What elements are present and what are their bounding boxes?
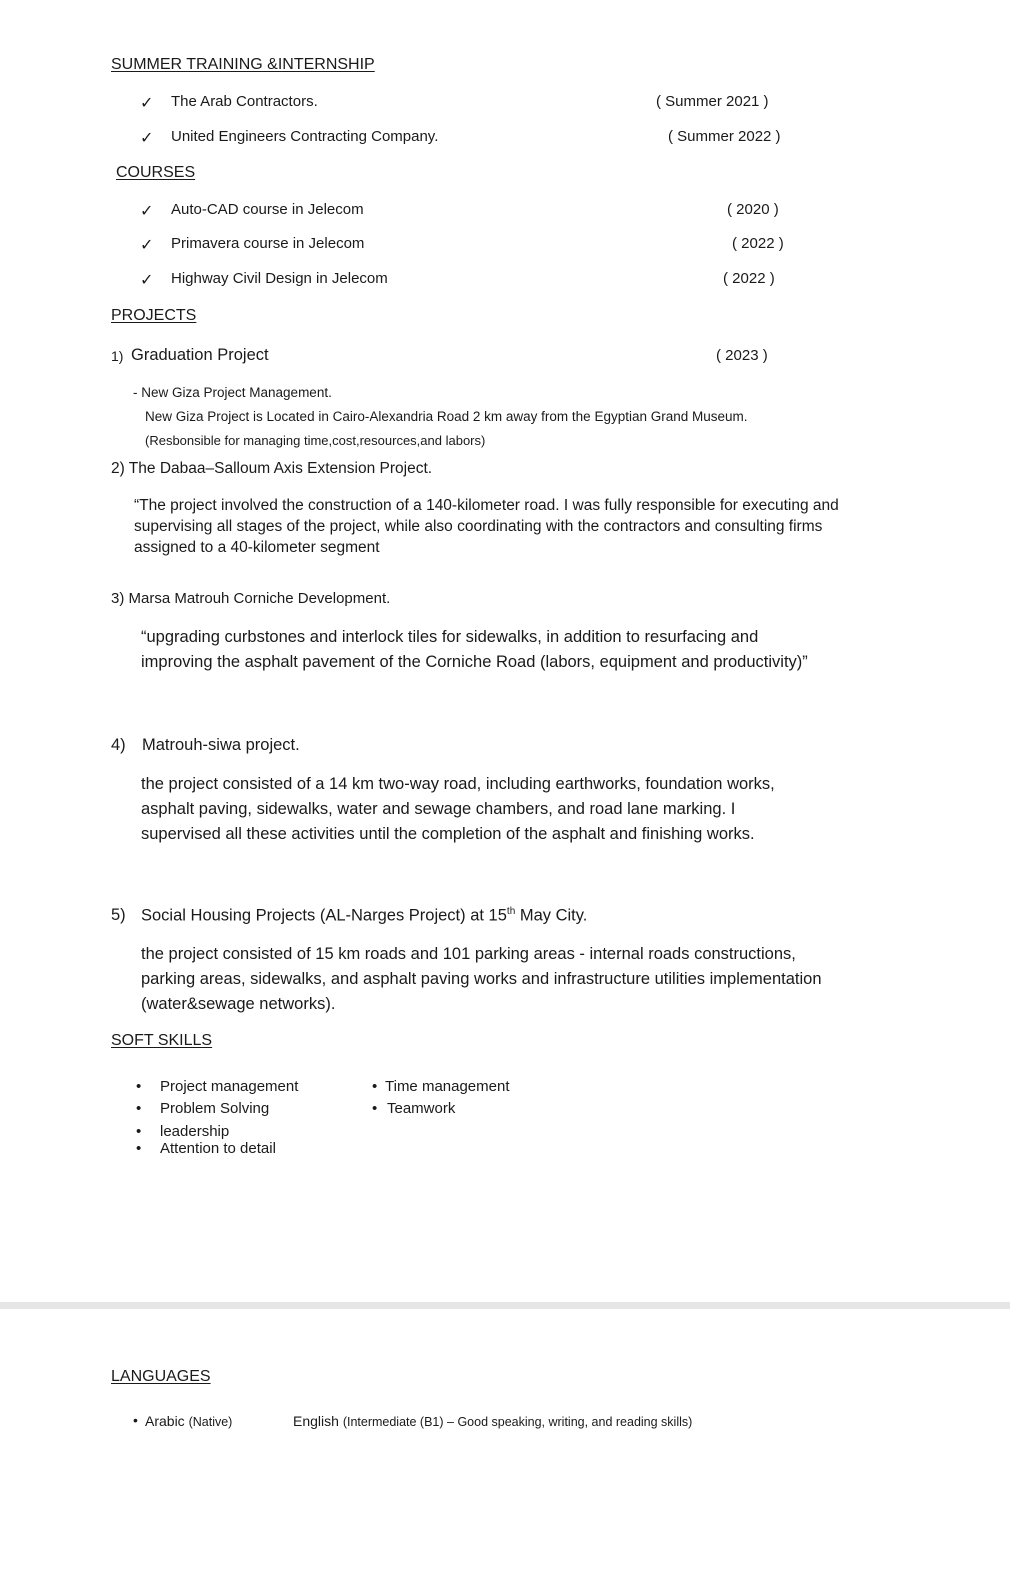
project-number: 4) — [111, 736, 126, 754]
language-level: (Native) — [188, 1415, 233, 1429]
languages-heading: LANGUAGES — [111, 1368, 211, 1385]
project-description: “upgrading curbstones and interlock tiles for sidewalks, in addition to resurfacing and improving the asphalt pavement of the Corniche Road (labors, equipment and productivity)” — [141, 628, 808, 671]
skill-item: leadership — [160, 1123, 230, 1140]
check-icon: ✓ — [140, 272, 154, 289]
skill-item: Project management — [160, 1078, 299, 1095]
course-item: Primavera course in Jelecom — [171, 235, 365, 252]
course-date: ( 2022 ) — [732, 235, 784, 252]
project-title: Matrouh-siwa project. — [142, 736, 300, 754]
check-icon: ✓ — [140, 237, 154, 254]
course-item: Auto-CAD course in Jelecom — [171, 201, 364, 218]
training-date: ( Summer 2021 ) — [656, 93, 769, 110]
skill-item: Time management — [385, 1078, 510, 1095]
project-number: 1) — [111, 348, 124, 364]
project-title: 2) The Dabaa–Salloum Axis Extension Project. — [111, 460, 433, 477]
bullet-icon: • — [372, 1078, 378, 1095]
courses-heading: COURSES — [116, 164, 196, 181]
skill-item: Attention to detail — [160, 1140, 276, 1157]
course-item: Highway Civil Design in Jelecom — [171, 270, 388, 287]
bullet-icon: • — [372, 1100, 378, 1117]
project-description: “The project involved the construction of a 140-kilometer road. I was fully responsible for executing and supervising all stages of the project, while also coordinating with the contractors and consulting firms assigned to a 40-kilometer segment — [134, 497, 839, 556]
project-title-text: May City. — [515, 906, 588, 925]
project-title-superscript: th — [506, 906, 516, 917]
project-date: ( 2023 ) — [716, 347, 768, 364]
language-arabic — [145, 1413, 232, 1429]
language-english — [293, 1413, 692, 1429]
page-break-divider — [0, 1302, 1010, 1309]
training-heading: SUMMER TRAINING &INTERNSHIP — [111, 56, 375, 73]
bullet-icon: • — [136, 1123, 142, 1140]
bullet-icon: • — [136, 1078, 142, 1095]
bullet-icon: • — [136, 1100, 142, 1117]
bullet-icon: • — [133, 1412, 138, 1428]
language-name: English — [293, 1413, 339, 1429]
language-name: Arabic — [145, 1413, 185, 1429]
training-item: United Engineers Contracting Company. — [171, 128, 439, 145]
course-date: ( 2020 ) — [727, 201, 779, 218]
skill-item: Problem Solving — [160, 1100, 270, 1117]
project-description: the project consisted of a 14 km two-way road, including earthworks, foundation works, asphalt paving, sidewalks, water and sewage chambers, and road lane marking. I supervised all these activities until the completion of the asphalt and finishing works. — [141, 775, 775, 843]
training-item: The Arab Contractors. — [171, 93, 318, 110]
project-responsibility: (Resbonsible for managing time,cost,resources,and labors) — [145, 433, 486, 448]
check-icon: ✓ — [140, 130, 154, 147]
projects-heading: PROJECTS — [111, 307, 197, 324]
project-description: the project consisted of 15 km roads and 101 parking areas - internal roads constructions, parking areas, sidewalks, and asphalt paving works and infrastructure utilities implementation (water&sewage networks). — [141, 945, 822, 1013]
check-icon: ✓ — [140, 95, 154, 112]
project-description: New Giza Project is Located in Cairo-Alexandria Road 2 km away from the Egyptian Grand Museum. — [145, 409, 748, 424]
course-date: ( 2022 ) — [723, 270, 775, 287]
training-date: ( Summer 2022 ) — [668, 128, 781, 145]
soft-skills-heading: SOFT SKILLS — [111, 1032, 213, 1049]
project-title — [141, 906, 587, 926]
check-icon: ✓ — [140, 203, 154, 220]
project-subtitle: - New Giza Project Management. — [133, 385, 332, 400]
project-title: 3) Marsa Matrouh Corniche Development. — [111, 590, 391, 607]
project-number: 5) — [111, 906, 126, 924]
bullet-icon: • — [136, 1140, 142, 1157]
project-title: Graduation Project — [131, 346, 269, 364]
project-title-text: Social Housing Projects (AL-Narges Project) at 15 — [141, 906, 507, 925]
skill-item: Teamwork — [387, 1100, 456, 1117]
language-level: (Intermediate (B1) – Good speaking, writing, and reading skills) — [342, 1415, 693, 1429]
